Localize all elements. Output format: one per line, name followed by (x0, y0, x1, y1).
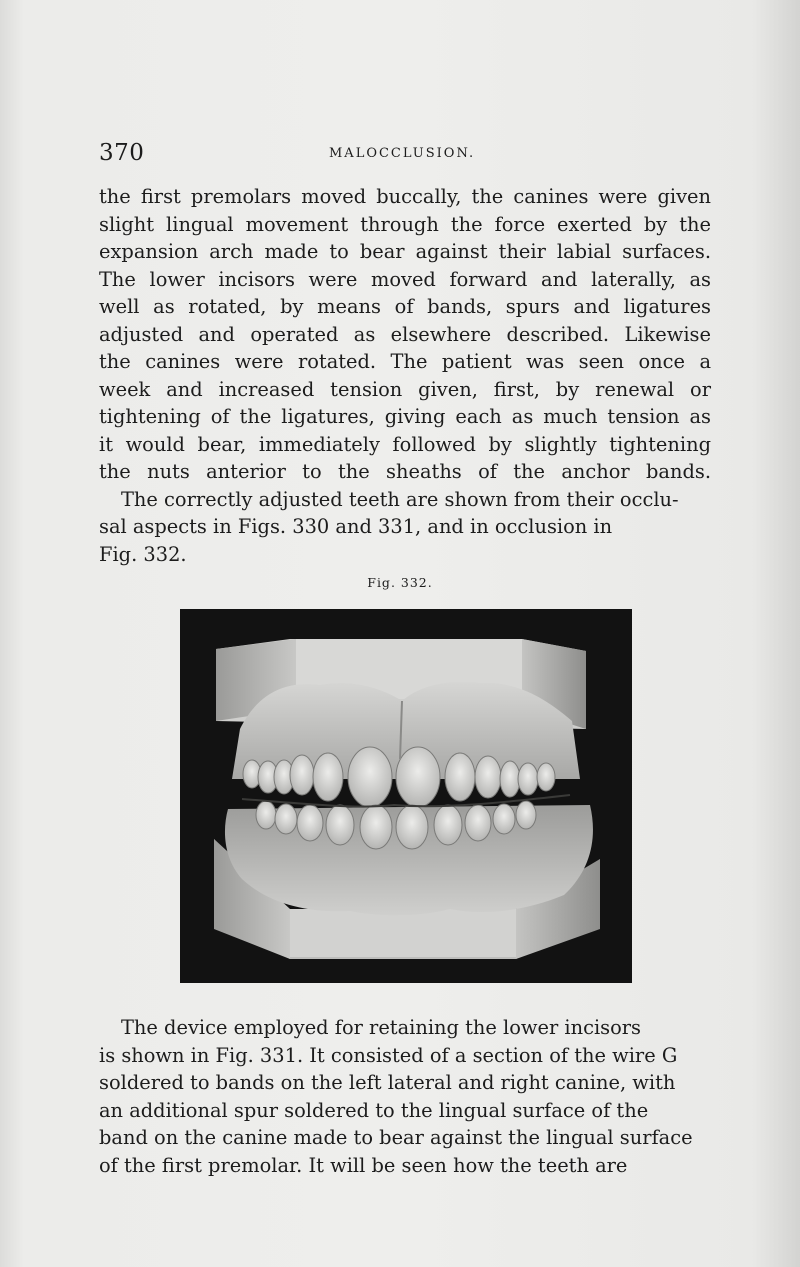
dental-casts-illustration (180, 609, 632, 983)
figure-caption: Fig. 332. (367, 575, 433, 590)
body-text-upper (99, 183, 711, 568)
page-header (99, 140, 711, 168)
figure-332-photo (180, 609, 632, 983)
page-number: 370 (99, 140, 145, 166)
paragraph-2: The correctly adjusted teeth are shown from their occlu- sal aspects in Figs. 330 and 331, and in occlusion in Fig. 332. (99, 487, 679, 566)
body-text-lower (99, 1014, 711, 1179)
running-title: MALOCCLUSION. (329, 146, 476, 161)
paragraph-3: The device employed for retaining the lower incisors is shown in Fig. 331. It consisted of a section of the wire G soldered to bands on the left lateral and right canine, with an additional spur soldered to the lingual surface of the band on the canine made to bear against the lingual surface of the first premolar. It will be seen how the teeth are (99, 1016, 693, 1177)
paragraph-1: the first premolars moved buccally, the canines were given slight lingual movement through the force exerted by the expansion arch made to bear against their labial surfaces. The lower incisors were moved forward and laterally, as well as rotated, by means of bands, spurs and ligatures adjusted and operated as elsewhere described. Likewise the canines were rotated. The patient was seen once a week and increased tension given, first, by renewal or tightening of the ligatures, giving each as much tension as it would bear, immediately followed by slightly tightening the nuts anterior to the sheaths of the anchor bands. (99, 185, 711, 483)
